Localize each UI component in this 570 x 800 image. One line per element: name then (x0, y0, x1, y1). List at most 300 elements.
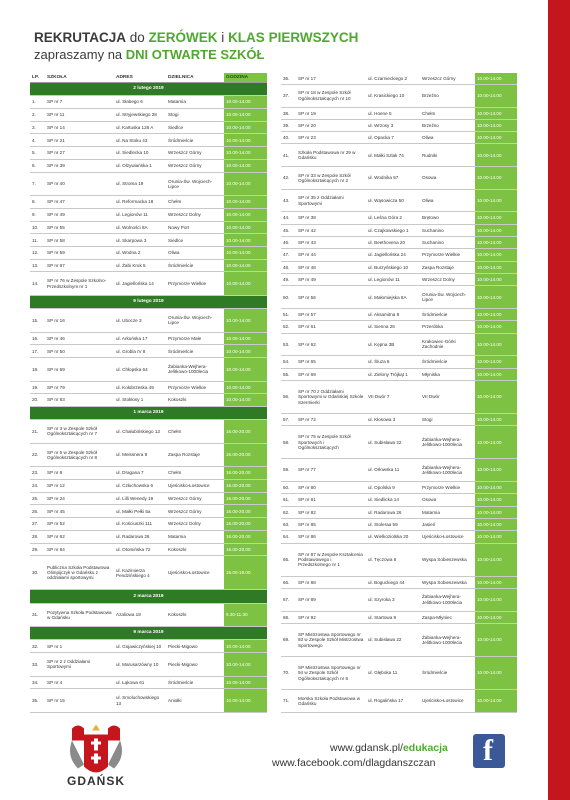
cell-lp: 14. (30, 272, 45, 295)
cell-godzina: 16.00-20.00 (224, 479, 267, 492)
cell-lp: 59. (281, 459, 296, 482)
cell-adres: ul. Wolności 8A (114, 221, 166, 234)
cell-szkola: SP nr 47 (45, 196, 114, 209)
cell-szkola: SP nr 27 (45, 147, 114, 160)
cell-szkola: SP nr 59 (45, 247, 114, 260)
cell-lp: 24. (30, 479, 45, 492)
cell-godzina: 10.00-14.00 (224, 653, 267, 676)
cell-szkola: SP nr 75 w Zespole Szkół Sportowych i Ogólnokształcących (296, 426, 366, 459)
table-row (281, 656, 517, 689)
table-row (30, 147, 267, 160)
table-row (30, 530, 267, 543)
cell-szkola: SP nr 86 (296, 531, 366, 543)
table-row (30, 467, 267, 480)
cell-adres: ul. Siedlicka 14 (366, 494, 420, 506)
cell-dzielnica: Oliwa (166, 247, 224, 260)
cell-godzina: 10.00-14.00 (475, 576, 517, 588)
cell-dzielnica: Brętowo (420, 212, 475, 224)
cell-adres: ul. Sienna 26 (366, 321, 420, 333)
title-do: do (126, 30, 149, 45)
table-row (281, 413, 517, 425)
facebook-icon[interactable] (473, 734, 505, 768)
schools-table-right (281, 73, 517, 713)
cell-lp: 53. (281, 333, 296, 356)
cell-szkola: SP nr 45 (45, 505, 114, 518)
cell-lp: 64. (281, 531, 296, 543)
cell-godzina: 10.00-14.00 (475, 132, 517, 144)
cell-adres: ul. Wrzosy 3 (366, 119, 420, 131)
cell-dzielnica: Oliwa (420, 189, 475, 212)
cell-godzina: 16.00-19.00 (224, 556, 267, 590)
cell-godzina: 10.00-14.00 (475, 212, 517, 224)
date-header-row (30, 295, 267, 308)
cell-adres: ul. Jagiellońska 14 (114, 272, 166, 295)
facebook-letter: f (483, 734, 493, 767)
cell-dzielnica: Oliwa (420, 132, 475, 144)
date-label: 1 marca 2019 (30, 407, 267, 420)
cell-dzielnica: Piecki-Migowo (166, 653, 224, 676)
cell-szkola: SP nr 4 (45, 676, 114, 689)
cell-lp: 55. (281, 368, 296, 380)
cell-godzina: 10.00-14.00 (224, 221, 267, 234)
cell-szkola: Szkoła Podstawowa nr 29 w Gdańsku (296, 144, 366, 167)
date-header-row (30, 407, 267, 420)
table-row (30, 640, 267, 653)
table-row (30, 159, 267, 172)
cell-dzielnica: Wrzeszcz Górny (166, 505, 224, 518)
table-row (30, 543, 267, 556)
cell-lp: 70. (281, 656, 296, 689)
col-header-godzina: GODZINA (224, 73, 267, 83)
cell-szkola: SP nr 82 (296, 506, 366, 518)
cell-dzielnica: Nowy Port (166, 221, 224, 234)
cell-adres: ul. Otomińska 72 (114, 543, 166, 556)
cell-adres: ul. Stroma 19 (114, 172, 166, 195)
cell-adres: ul. Kłosowa 3 (366, 413, 420, 425)
cell-adres: ul. Siedlecka 10 (114, 147, 166, 160)
table-row (30, 259, 267, 272)
table-row (281, 261, 517, 273)
cell-lp: 2. (30, 108, 45, 121)
cell-dzielnica: Brzeźno (420, 84, 475, 107)
cell-godzina: 10.00-14.00 (475, 107, 517, 119)
cell-adres: ul. Śluza 6 (366, 356, 420, 368)
cell-lp: 21. (30, 420, 45, 443)
cell-godzina: 10.00-14.00 (224, 272, 267, 295)
cell-godzina: 16.00-20.00 (224, 420, 267, 443)
cell-dzielnica: Ujeścisko-Łostowice (166, 479, 224, 492)
cell-godzina: 10.00-14.00 (475, 249, 517, 261)
cell-godzina: 10.00-14.00 (475, 309, 517, 321)
cell-godzina: 10.00-14.00 (475, 656, 517, 689)
cell-godzina: 10.00-14.00 (475, 237, 517, 249)
cell-adres: ul. Tęczowa 6 (366, 543, 420, 576)
cell-lp: 15. (30, 309, 45, 332)
cell-dzielnica: Suchanino (420, 237, 475, 249)
cell-lp: 43. (281, 189, 296, 212)
table-row (281, 321, 517, 333)
cell-szkola: SP nr 39 (45, 159, 114, 172)
cell-lp: 56. (281, 380, 296, 413)
table-row (30, 381, 267, 394)
cell-lp: 11. (30, 234, 45, 247)
cell-lp: 33. (30, 653, 45, 676)
table-row (30, 108, 267, 121)
cell-adres: ul. Małomiejska 8A (366, 286, 420, 309)
cell-lp: 8. (30, 196, 45, 209)
cell-godzina: 10.00-14.00 (475, 333, 517, 356)
cell-godzina: 10.00-14.00 (224, 640, 267, 653)
cell-szkola: SP nr 77 (296, 459, 366, 482)
cell-dzielnica: Osowa (420, 494, 475, 506)
cell-lp: 39. (281, 119, 296, 131)
cell-godzina: 10.00-14.00 (224, 689, 267, 713)
cell-godzina: 10.00-14.00 (475, 261, 517, 273)
table-row (30, 96, 267, 109)
cell-adres: ul. Rogalińska 17 (366, 689, 420, 712)
cell-szkola: SP nr 49 (45, 208, 114, 221)
cell-szkola: Morska Szkoła Podstawowa w Gdańsku (296, 689, 366, 712)
cell-godzina: 10.00-14.00 (475, 167, 517, 190)
date-label: 2 lutego 2019 (30, 83, 267, 96)
table-row (281, 481, 517, 493)
cell-adres: ul. Marusarzówny 10 (114, 653, 166, 676)
cell-lp: 13. (30, 259, 45, 272)
cell-lp: 23. (30, 467, 45, 480)
table-header-row (30, 73, 267, 83)
table-row (281, 144, 517, 167)
cell-godzina: 10.00-14.00 (475, 623, 517, 656)
cell-dzielnica: Zaspa Rozstaje (420, 261, 475, 273)
cell-godzina: 10.00-14.00 (475, 73, 517, 84)
cell-szkola: SP nr 24 (45, 492, 114, 505)
cell-szkola: SP nr 69 (45, 358, 114, 381)
cell-godzina: 10.00-14.00 (475, 494, 517, 506)
table-row (281, 333, 517, 356)
cell-godzina: 16.00-20.00 (224, 518, 267, 531)
cell-lp: 27. (30, 518, 45, 531)
cell-godzina: 10.00-14.00 (475, 588, 517, 611)
cell-adres: ul. Człuchowska 6 (114, 479, 166, 492)
footer-url-base: www.gdansk.pl/ (330, 742, 403, 754)
cell-dzielnica: Wyspa Sobieszewska (420, 576, 475, 588)
table-row (281, 426, 517, 459)
cell-adres: ul. Kartuska 126 A (114, 121, 166, 134)
cell-godzina: 16.00-20.00 (224, 543, 267, 556)
cell-szkola: Publiczna Szkoła Podstawowa Olimpijczyk w Gdańsku z oddziałami sportowymi (45, 556, 114, 590)
cell-adres: ul. Aksamitna 8 (366, 309, 420, 321)
cell-szkola: SP nr 38 (296, 212, 366, 224)
cell-godzina: 10.00-14.00 (224, 147, 267, 160)
cell-szkola: SP nr 17 (296, 73, 366, 84)
cell-dzielnica: Orunia-Św. Wojciech-Lipce (166, 172, 224, 195)
cell-adres: ul. Leśna Góra 2 (366, 212, 420, 224)
cell-szkola: SP nr 79 (45, 381, 114, 394)
cell-adres: ul. Radarowa 26 (114, 530, 166, 543)
subtitle-zapraszamy: zapraszamy na (34, 47, 126, 62)
cell-adres: ul. Stryjewskiego 28 (114, 108, 166, 121)
cell-adres: ul. Olzywiańska 1 (114, 159, 166, 172)
cell-godzina: 10.00-14.00 (224, 121, 267, 134)
cell-dzielnica: Brzeźno (420, 119, 475, 131)
table-row (30, 358, 267, 381)
cell-szkola: SP nr 87 w Zespole Kształcenia Podstawowego i Przedszkolnego nr 1 (296, 543, 366, 576)
cell-godzina: 10.00-14.00 (475, 413, 517, 425)
cell-szkola: SP nr 42 (296, 224, 366, 236)
cell-godzina: 10.00-14.00 (475, 144, 517, 167)
cell-szkola: SP nr 21 (45, 134, 114, 147)
cell-lp: 32. (30, 640, 45, 653)
cell-adres: ul. Chałubińskiego 13 (114, 420, 166, 443)
cell-dzielnica: Przymorze Wielkie (166, 272, 224, 295)
table-row (30, 518, 267, 531)
cell-szkola: SP nr 80 (296, 481, 366, 493)
cell-szkola: SP nr 62 (45, 530, 114, 543)
cell-szkola: SP nr 61 (296, 321, 366, 333)
cell-lp: 50. (281, 286, 296, 309)
cell-lp: 16. (30, 332, 45, 345)
cell-dzielnica: Chełm (166, 467, 224, 480)
cell-dzielnica: Młyniska (420, 368, 475, 380)
cell-lp: 65. (281, 543, 296, 576)
cell-adres: VII Dwór 7 (366, 380, 420, 413)
cell-dzielnica: Chełm (166, 196, 224, 209)
cell-dzielnica: Kokoszki (166, 394, 224, 407)
cell-dzielnica: Orunia-Św. Wojciech-Lipce (420, 286, 475, 309)
cell-lp: 45. (281, 224, 296, 236)
cell-lp: 67. (281, 588, 296, 611)
title-zerowek: ZERÓWEK (148, 30, 218, 45)
cell-dzielnica: Wyspa Sobieszewska (420, 543, 475, 576)
cell-szkola: SP nr 81 (296, 494, 366, 506)
cell-szkola: SP nr 46 (45, 332, 114, 345)
cell-dzielnica: Wrzeszcz Dolny (166, 208, 224, 221)
cell-szkola: SP nr 69 (296, 368, 366, 380)
cell-dzielnica: Zaspa Rozstaje (166, 443, 224, 466)
table-row (30, 479, 267, 492)
cell-szkola: SP nr 33 w Zespole Szkół Ogólnokształcących nr 2 (296, 167, 366, 190)
cell-dzielnica: Chełm (420, 107, 475, 119)
cell-lp: 42. (281, 167, 296, 190)
cell-lp: 7. (30, 172, 45, 195)
table-row (281, 84, 517, 107)
cell-lp: 3. (30, 121, 45, 134)
cell-godzina: 10.00-14.00 (224, 345, 267, 358)
table-row (281, 73, 517, 84)
cell-adres: ul. Subisława 22 (366, 426, 420, 459)
cell-lp: 44. (281, 212, 296, 224)
cell-szkola: SP nr 89 (296, 588, 366, 611)
cell-dzielnica: Wrzeszcz Dolny (166, 518, 224, 531)
cell-szkola: SP nr 67 (45, 259, 114, 272)
cell-dzielnica: Rudniki (420, 144, 475, 167)
cell-szkola: SP nr 56 (296, 286, 366, 309)
cell-adres: ul. Burzyńskiego 10 (366, 261, 420, 273)
cell-dzielnica: Ujeścisko-Łostowice (166, 556, 224, 590)
table-row (30, 221, 267, 234)
cell-adres: ul. Kępna 3B (366, 333, 420, 356)
table-row (30, 272, 267, 295)
cell-szkola: SP nr 12 (45, 479, 114, 492)
cell-lp: 54. (281, 356, 296, 368)
cell-szkola: SP nr 18 w Zespole Szkół Ogólnokształcących nr 10 (296, 84, 366, 107)
cell-godzina: 10.00-14.00 (475, 506, 517, 518)
footer-url-edukacja: edukacja (402, 742, 448, 754)
cell-szkola: SP Mistrzostwa Sportowego nr 93 w Zespole Szkół Mistrzostwa Sportowego (296, 623, 366, 656)
cell-lp: 1. (30, 96, 45, 109)
page-title (34, 30, 358, 45)
cell-dzielnica: Aniołki (166, 689, 224, 713)
cell-godzina: 10.00-14.00 (224, 196, 267, 209)
cell-godzina: 10.00-14.00 (224, 381, 267, 394)
date-label: 9 marca 2019 (30, 627, 267, 640)
cell-lp: 71. (281, 689, 296, 712)
cell-godzina: 16.00-20.00 (224, 505, 267, 518)
cell-lp: 46. (281, 237, 296, 249)
cell-dzielnica: Stogi (420, 413, 475, 425)
cell-adres: ul. Orłowska 11 (366, 459, 420, 482)
cell-dzielnica: Przymorze Wielkie (420, 249, 475, 261)
cell-adres: ul. Legionów 11 (366, 274, 420, 286)
cell-adres: ul. Subisława 22 (366, 623, 420, 656)
cell-szkola: SP Mistrzostwa Sportowego nr 94 w Zespole Szkół Ogólnokształcących nr 6 (296, 656, 366, 689)
table-row (30, 234, 267, 247)
table-row (281, 309, 517, 321)
cell-godzina: 10.00-14.00 (224, 259, 267, 272)
cell-lp: 9. (30, 208, 45, 221)
cell-dzielnica: Chełm (166, 420, 224, 443)
cell-dzielnica: Ujeścisko-Łostowice (420, 531, 475, 543)
cell-godzina: 10.00-14.00 (475, 459, 517, 482)
cell-adres: ul. Gojawiczyńskiej 10 (114, 640, 166, 653)
table-row (30, 420, 267, 443)
cell-adres: ul. Kościuszki 111 (114, 518, 166, 531)
cell-dzielnica: Zaspa-Młyniec (420, 611, 475, 623)
cell-godzina: 16.00-20.00 (224, 467, 267, 480)
cell-godzina: 10.00-14.00 (224, 358, 267, 381)
table-row (30, 121, 267, 134)
cell-adres: ul. Głęboka 11 (366, 656, 420, 689)
cell-szkola: SP nr 1 (45, 640, 114, 653)
date-label: 2 marca 2019 (30, 590, 267, 603)
cell-dzielnica: Żabianka-Wejhera-Jelitkowo-1000lecia (166, 358, 224, 381)
cell-dzielnica: Żabianka-Wejhera-Jelitkowo-1000lecia (420, 623, 475, 656)
cell-lp: 4. (30, 134, 45, 147)
cell-dzielnica: VII Dwór (420, 380, 475, 413)
table-row (281, 506, 517, 518)
cell-dzielnica: Żabianka-Wejhera-Jelitkowo-1000lecia (420, 459, 475, 482)
col-header-dzielnica: DZIELNICA (166, 73, 224, 83)
table-row (281, 459, 517, 482)
table-row (281, 274, 517, 286)
cell-dzielnica: Żabianka-Wejhera-Jelitkowo-1000lecia (420, 588, 475, 611)
cell-szkola: SP nr 72 (296, 413, 366, 425)
cell-dzielnica: Siedlce (166, 121, 224, 134)
cell-adres: ul. Boguckiego 44 (366, 576, 420, 588)
cell-adres: ul. Stokłosy 1 (114, 394, 166, 407)
table-row (281, 356, 517, 368)
table-row (30, 443, 267, 466)
cell-godzina: 10.00-14.00 (475, 531, 517, 543)
table-row (281, 286, 517, 309)
cell-godzina: 10.00-14.00 (475, 189, 517, 212)
date-header-row (30, 627, 267, 640)
cell-lp: 62. (281, 506, 296, 518)
cell-dzielnica: Przymorze Małe (166, 332, 224, 345)
cell-lp: 26. (30, 505, 45, 518)
cell-adres: ul. Zielony Trójkąt 1 (366, 368, 420, 380)
cell-lp: 17. (30, 345, 45, 358)
cell-godzina: 10.00-14.00 (224, 134, 267, 147)
table-row (281, 167, 517, 190)
cell-lp: 48. (281, 261, 296, 273)
cell-lp: 40. (281, 132, 296, 144)
table-row (281, 380, 517, 413)
cell-adres: ul. Krasickiego 10 (366, 84, 420, 107)
table-row (281, 494, 517, 506)
table-row (281, 543, 517, 576)
cell-adres: ul. Szyroka 3 (366, 588, 420, 611)
cell-lp: 29. (30, 543, 45, 556)
cell-lp: 41. (281, 144, 296, 167)
cell-godzina: 16.00-20.00 (224, 492, 267, 505)
cell-lp: 34. (30, 676, 45, 689)
cell-adres: ul. Skarpowa 3 (114, 234, 166, 247)
cell-adres: ul. Kołobrzeska 49 (114, 381, 166, 394)
cell-dzielnica: Matarnia (420, 506, 475, 518)
cell-szkola: SP nr 44 (296, 249, 366, 261)
cell-lp: 60. (281, 481, 296, 493)
cell-godzina: 10.00-14.00 (475, 84, 517, 107)
cell-szkola: SP nr 19 (296, 107, 366, 119)
cell-godzina: 10.00-14.00 (224, 394, 267, 407)
red-side-bar (548, 0, 570, 800)
col-header-szkola: SZKOŁA (45, 73, 114, 83)
cell-godzina: 10.00-14.00 (224, 108, 267, 121)
cell-szkola: SP nr 85 (296, 518, 366, 530)
table-row (30, 208, 267, 221)
cell-dzielnica: Stogi (166, 108, 224, 121)
cell-dzielnica: Wrzeszcz Górny (166, 159, 224, 172)
col-header-lp: LP. (30, 73, 45, 83)
table-row (30, 676, 267, 689)
cell-dzielnica: Wrzeszcz Górny (166, 492, 224, 505)
cell-godzina: 10.00-14.00 (475, 481, 517, 493)
table-row (30, 134, 267, 147)
cell-dzielnica: Orunia-Św. Wojciech-Lipce (166, 309, 224, 332)
cell-dzielnica: Śródmieście (166, 134, 224, 147)
cell-szkola: SP nr 35 z Oddziałami Sportowymi (296, 189, 366, 212)
subtitle-dni-otwarte: DNI OTWARTE SZKÓŁ (125, 47, 265, 62)
cell-adres: ul. Startowa 9 (366, 611, 420, 623)
cell-dzielnica: Przeróbka (420, 321, 475, 333)
footer-url[interactable] (330, 742, 448, 754)
cell-lp: 37. (281, 84, 296, 107)
table-row (30, 505, 267, 518)
cell-szkola: SP nr 55 (45, 221, 114, 234)
cell-lp: 22. (30, 443, 45, 466)
footer-facebook-url[interactable]: www.facebook.com/dlagdanszczan (272, 757, 436, 769)
cell-godzina: 10.00-14.00 (224, 159, 267, 172)
cell-dzielnica: Suchanino (420, 224, 475, 236)
title-rekrutacja: REKRUTACJA (34, 30, 127, 45)
cell-lp: 12. (30, 247, 45, 260)
cell-adres: ul. Radarowa 26 (366, 506, 420, 518)
cell-godzina: 10.00-14.00 (224, 247, 267, 260)
cell-szkola: SP nr 11 (45, 108, 114, 121)
page-subtitle (34, 47, 264, 62)
cell-adres: ul. Reformacka 18 (114, 196, 166, 209)
